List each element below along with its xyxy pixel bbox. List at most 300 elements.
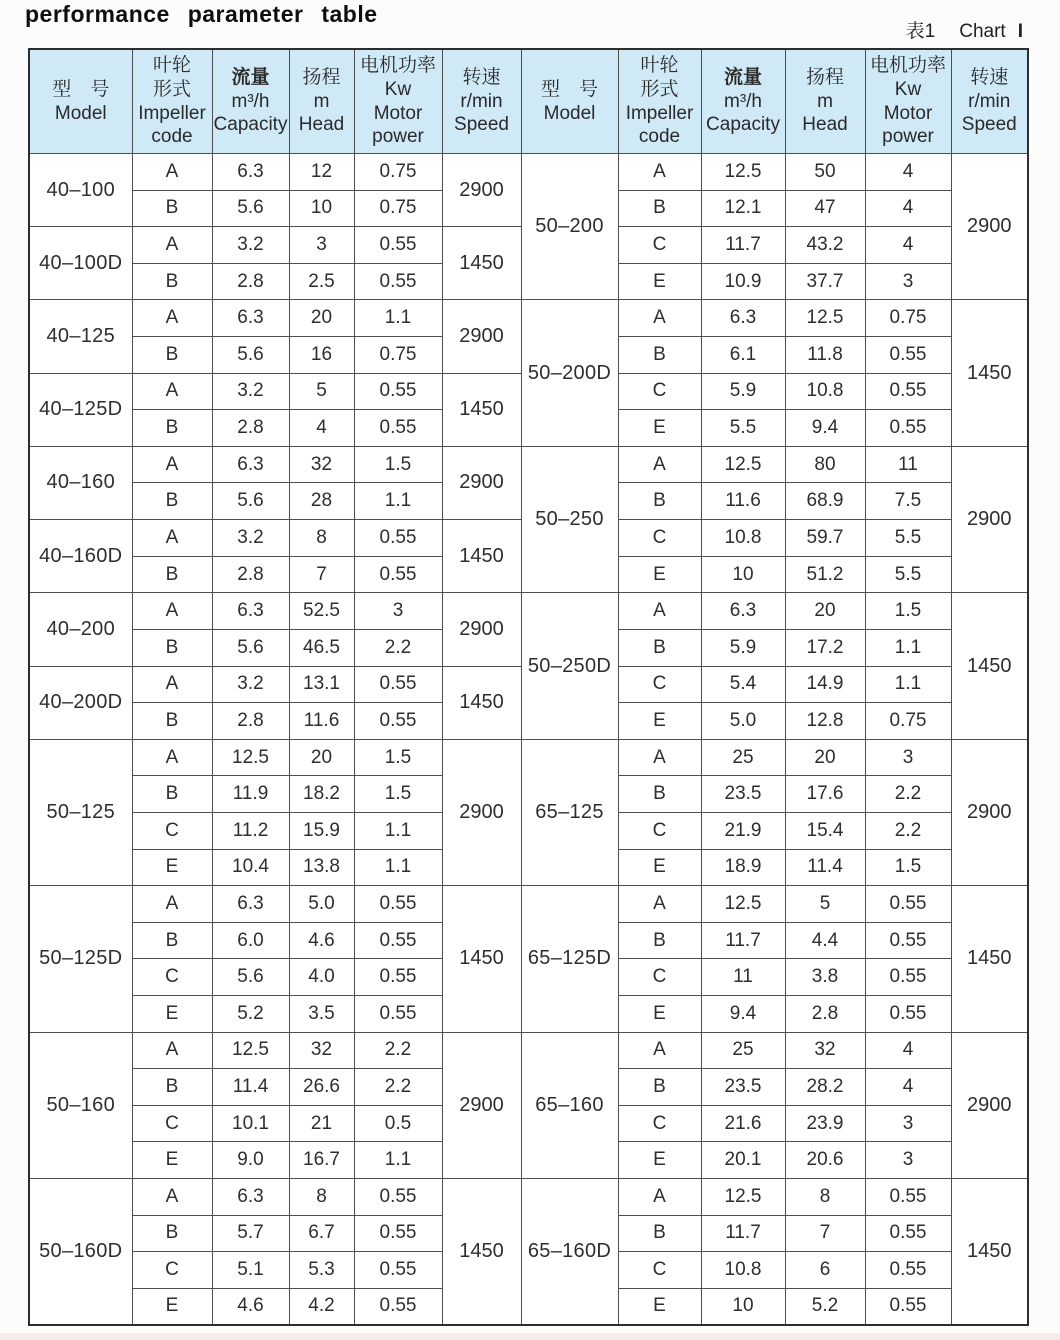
left-capacity-cell: 5.1: [212, 1252, 289, 1289]
chart-caption-numeral: I: [1017, 21, 1023, 42]
header-line: 转速: [462, 66, 501, 88]
right-head-cell: 43.2: [785, 227, 865, 264]
right-motor-power-cell: 0.55: [865, 996, 951, 1033]
header-line: power: [882, 126, 934, 148]
left-head-cell: 16.7: [289, 1142, 354, 1179]
right-impeller-code-cell: A: [618, 886, 701, 923]
left-head-cell: 20: [289, 739, 354, 776]
header-cell-right-5: [951, 49, 1028, 154]
left-motor-power-cell: 0.55: [354, 996, 442, 1033]
right-motor-power-cell: 4: [865, 190, 951, 227]
left-capacity-cell: 5.6: [212, 629, 289, 666]
table-row: [29, 593, 1028, 630]
left-head-cell: 46.5: [289, 629, 354, 666]
left-motor-power-cell: 1.1: [354, 812, 442, 849]
left-impeller-code-cell: B: [132, 1069, 212, 1106]
table-row: [29, 886, 1028, 923]
header-line: 型 号: [52, 78, 110, 100]
left-capacity-cell: 3.2: [212, 373, 289, 410]
left-capacity-cell: 6.0: [212, 922, 289, 959]
header-line: Speed: [961, 114, 1017, 136]
table-row: [29, 1179, 1028, 1216]
header-cell-right-1: [618, 49, 701, 154]
right-head-cell: 11.4: [785, 849, 865, 886]
right-impeller-code-cell: B: [618, 629, 701, 666]
right-head-cell: 37.7: [785, 263, 865, 300]
left-capacity-cell: 5.6: [212, 483, 289, 520]
left-head-cell: 5.0: [289, 886, 354, 923]
right-capacity-cell: 11.7: [701, 227, 785, 264]
left-impeller-code-cell: A: [132, 1032, 212, 1069]
right-model-cell: 50–250D: [521, 593, 618, 739]
left-impeller-code-cell: A: [132, 446, 212, 483]
left-capacity-cell: 2.8: [212, 556, 289, 593]
right-head-cell: 20.6: [785, 1142, 865, 1179]
left-impeller-code-cell: E: [132, 1288, 212, 1325]
right-speed-cell: 2900: [951, 446, 1028, 592]
right-motor-power-cell: 0.55: [865, 1288, 951, 1325]
right-motor-power-cell: 0.55: [865, 886, 951, 923]
right-motor-power-cell: 7.5: [865, 483, 951, 520]
left-speed-cell: 1450: [442, 1179, 521, 1325]
left-impeller-code-cell: C: [132, 959, 212, 996]
left-model-cell: 40–100: [29, 154, 132, 227]
right-capacity-cell: 12.1: [701, 190, 785, 227]
right-head-cell: 32: [785, 1032, 865, 1069]
right-impeller-code-cell: B: [618, 337, 701, 374]
right-model-cell: 50–200D: [521, 300, 618, 446]
right-capacity-cell: 12.5: [701, 886, 785, 923]
left-impeller-code-cell: A: [132, 593, 212, 630]
right-impeller-code-cell: E: [618, 263, 701, 300]
header-line: Impeller: [138, 102, 206, 124]
header-line: 电机功率: [359, 54, 436, 76]
right-capacity-cell: 21.9: [701, 812, 785, 849]
right-head-cell: 17.2: [785, 629, 865, 666]
left-head-cell: 13.1: [289, 666, 354, 703]
header-line: 转速: [970, 66, 1009, 88]
left-motor-power-cell: 0.55: [354, 886, 442, 923]
right-model-cell: 65–125D: [521, 886, 618, 1032]
right-model-cell: 65–160: [521, 1032, 618, 1178]
left-motor-power-cell: 0.55: [354, 1179, 442, 1216]
left-head-cell: 20: [289, 300, 354, 337]
right-impeller-code-cell: A: [618, 446, 701, 483]
left-motor-power-cell: 0.55: [354, 666, 442, 703]
left-motor-power-cell: 0.55: [354, 373, 442, 410]
right-head-cell: 11.8: [785, 337, 865, 374]
left-head-cell: 8: [289, 520, 354, 557]
header-line: code: [151, 126, 193, 148]
left-speed-cell: 2900: [442, 593, 521, 666]
right-head-cell: 68.9: [785, 483, 865, 520]
right-motor-power-cell: 3: [865, 263, 951, 300]
left-head-cell: 3.5: [289, 996, 354, 1033]
header-cell-left-4: [354, 49, 442, 154]
header-line: r/min: [460, 90, 503, 112]
right-impeller-code-cell: A: [618, 1179, 701, 1216]
left-speed-cell: 2900: [442, 739, 521, 885]
right-impeller-code-cell: E: [618, 703, 701, 740]
left-motor-power-cell: 0.55: [354, 959, 442, 996]
right-impeller-code-cell: A: [618, 1032, 701, 1069]
header-line: Model: [54, 102, 107, 124]
right-impeller-code-cell: E: [618, 556, 701, 593]
right-speed-cell: 1450: [951, 593, 1028, 739]
left-capacity-cell: 6.3: [212, 886, 289, 923]
right-motor-power-cell: 0.55: [865, 373, 951, 410]
left-model-cell: 50–160: [29, 1032, 132, 1178]
header-line: 流量: [231, 66, 270, 88]
header-cell-right-0: [521, 49, 618, 154]
right-model-cell: 50–250: [521, 446, 618, 592]
left-impeller-code-cell: B: [132, 776, 212, 813]
right-capacity-cell: 11.7: [701, 1215, 785, 1252]
right-impeller-code-cell: E: [618, 410, 701, 447]
left-capacity-cell: 12.5: [212, 739, 289, 776]
right-impeller-code-cell: E: [618, 996, 701, 1033]
right-motor-power-cell: 1.1: [865, 666, 951, 703]
left-impeller-code-cell: C: [132, 1105, 212, 1142]
left-motor-power-cell: 1.1: [354, 300, 442, 337]
right-head-cell: 7: [785, 1215, 865, 1252]
right-capacity-cell: 5.5: [701, 410, 785, 447]
left-motor-power-cell: 0.75: [354, 337, 442, 374]
left-impeller-code-cell: C: [132, 812, 212, 849]
right-motor-power-cell: 5.5: [865, 520, 951, 557]
right-capacity-cell: 11.6: [701, 483, 785, 520]
left-speed-cell: 2900: [442, 446, 521, 519]
header-line: m³/h: [231, 90, 270, 112]
left-capacity-cell: 5.2: [212, 996, 289, 1033]
left-head-cell: 4.6: [289, 922, 354, 959]
left-capacity-cell: 3.2: [212, 666, 289, 703]
left-impeller-code-cell: B: [132, 1215, 212, 1252]
right-motor-power-cell: 0.55: [865, 1179, 951, 1216]
right-capacity-cell: 21.6: [701, 1105, 785, 1142]
right-head-cell: 9.4: [785, 410, 865, 447]
left-model-cell: 50–125D: [29, 886, 132, 1032]
right-motor-power-cell: 0.55: [865, 1215, 951, 1252]
left-speed-cell: 1450: [442, 373, 521, 446]
left-speed-cell: 1450: [442, 666, 521, 739]
right-capacity-cell: 25: [701, 1032, 785, 1069]
chart-caption: [906, 16, 1023, 43]
header-line: Head: [802, 114, 848, 136]
right-head-cell: 50: [785, 154, 865, 191]
right-speed-cell: 1450: [951, 300, 1028, 446]
left-model-cell: 40–125: [29, 300, 132, 373]
right-impeller-code-cell: C: [618, 666, 701, 703]
right-impeller-code-cell: C: [618, 959, 701, 996]
right-capacity-cell: 6.1: [701, 337, 785, 374]
right-speed-cell: 2900: [951, 739, 1028, 885]
left-capacity-cell: 11.4: [212, 1069, 289, 1106]
header-line: m³/h: [724, 90, 762, 112]
right-capacity-cell: 6.3: [701, 593, 785, 630]
left-capacity-cell: 9.0: [212, 1142, 289, 1179]
left-head-cell: 21: [289, 1105, 354, 1142]
right-impeller-code-cell: B: [618, 1069, 701, 1106]
left-head-cell: 12: [289, 154, 354, 191]
right-impeller-code-cell: B: [618, 190, 701, 227]
right-head-cell: 2.8: [785, 996, 865, 1033]
left-head-cell: 10: [289, 190, 354, 227]
right-capacity-cell: 6.3: [701, 300, 785, 337]
header-line: 流量: [723, 66, 762, 88]
right-head-cell: 5: [785, 886, 865, 923]
right-motor-power-cell: 4: [865, 1032, 951, 1069]
left-head-cell: 6.7: [289, 1215, 354, 1252]
header-line: r/min: [968, 90, 1011, 112]
right-motor-power-cell: 0.75: [865, 703, 951, 740]
right-head-cell: 4.4: [785, 922, 865, 959]
header-cell-left-1: [132, 49, 212, 154]
left-capacity-cell: 2.8: [212, 263, 289, 300]
right-motor-power-cell: 0.55: [865, 410, 951, 447]
left-capacity-cell: 2.8: [212, 410, 289, 447]
right-capacity-cell: 5.9: [701, 629, 785, 666]
header-line: Head: [298, 114, 345, 136]
header-row: [29, 49, 1028, 154]
left-impeller-code-cell: B: [132, 703, 212, 740]
right-head-cell: 10.8: [785, 373, 865, 410]
left-speed-cell: 1450: [442, 886, 521, 1032]
left-head-cell: 28: [289, 483, 354, 520]
right-model-cell: 65–125: [521, 739, 618, 885]
right-model-cell: 65–160D: [521, 1179, 618, 1325]
header-line: 形式: [640, 78, 679, 100]
left-capacity-cell: 10.4: [212, 849, 289, 886]
left-motor-power-cell: 0.75: [354, 154, 442, 191]
left-impeller-code-cell: B: [132, 337, 212, 374]
left-motor-power-cell: 1.1: [354, 1142, 442, 1179]
header-cell-right-3: [785, 49, 865, 154]
header-cell-right-2: [701, 49, 785, 154]
right-impeller-code-cell: C: [618, 227, 701, 264]
left-head-cell: 5: [289, 373, 354, 410]
right-motor-power-cell: 0.55: [865, 1252, 951, 1289]
right-impeller-code-cell: C: [618, 1252, 701, 1289]
left-impeller-code-cell: E: [132, 849, 212, 886]
right-capacity-cell: 25: [701, 739, 785, 776]
left-capacity-cell: 5.7: [212, 1215, 289, 1252]
table-row: [29, 300, 1028, 337]
right-capacity-cell: 9.4: [701, 996, 785, 1033]
left-capacity-cell: 6.3: [212, 1179, 289, 1216]
header-line: 型 号: [540, 78, 598, 100]
right-impeller-code-cell: A: [618, 154, 701, 191]
right-head-cell: 20: [785, 739, 865, 776]
left-motor-power-cell: 1.1: [354, 849, 442, 886]
right-impeller-code-cell: C: [618, 1105, 701, 1142]
right-impeller-code-cell: A: [618, 739, 701, 776]
left-motor-power-cell: 0.55: [354, 520, 442, 557]
left-model-cell: 40–160: [29, 446, 132, 519]
left-capacity-cell: 3.2: [212, 227, 289, 264]
right-head-cell: 12.8: [785, 703, 865, 740]
left-model-cell: 40–160D: [29, 520, 132, 593]
header-cell-right-4: [865, 49, 951, 154]
left-speed-cell: 2900: [442, 300, 521, 373]
left-model-cell: 40–200D: [29, 666, 132, 739]
right-impeller-code-cell: A: [618, 593, 701, 630]
left-head-cell: 11.6: [289, 703, 354, 740]
left-impeller-code-cell: A: [132, 666, 212, 703]
page-title: performance parameter table: [25, 1, 378, 27]
right-motor-power-cell: 0.75: [865, 300, 951, 337]
left-motor-power-cell: 0.55: [354, 227, 442, 264]
header-line: Impeller: [625, 102, 694, 124]
right-impeller-code-cell: E: [618, 1288, 701, 1325]
right-motor-power-cell: 5.5: [865, 556, 951, 593]
left-impeller-code-cell: E: [132, 1142, 212, 1179]
header-line: Kw: [384, 78, 412, 100]
right-impeller-code-cell: C: [618, 520, 701, 557]
left-head-cell: 7: [289, 556, 354, 593]
right-speed-cell: 2900: [951, 154, 1028, 300]
left-capacity-cell: 10.1: [212, 1105, 289, 1142]
right-motor-power-cell: 1.5: [865, 593, 951, 630]
left-speed-cell: 1450: [442, 227, 521, 300]
left-capacity-cell: 6.3: [212, 446, 289, 483]
left-head-cell: 13.8: [289, 849, 354, 886]
header-line: 叶轮: [152, 54, 191, 76]
right-motor-power-cell: 4: [865, 1069, 951, 1106]
left-head-cell: 32: [289, 446, 354, 483]
left-impeller-code-cell: E: [132, 996, 212, 1033]
left-model-cell: 50–160D: [29, 1179, 132, 1325]
right-model-cell: 50–200: [521, 154, 618, 300]
header-line: Kw: [894, 78, 922, 100]
left-capacity-cell: 11.9: [212, 776, 289, 813]
right-motor-power-cell: 0.55: [865, 922, 951, 959]
left-head-cell: 2.5: [289, 263, 354, 300]
right-motor-power-cell: 1.1: [865, 629, 951, 666]
right-capacity-cell: 12.5: [701, 154, 785, 191]
left-head-cell: 4.2: [289, 1288, 354, 1325]
left-motor-power-cell: 0.55: [354, 263, 442, 300]
header-line: m: [817, 90, 833, 112]
header-line: power: [372, 126, 424, 148]
right-speed-cell: 2900: [951, 1032, 1028, 1178]
right-impeller-code-cell: E: [618, 849, 701, 886]
left-model-cell: 40–100D: [29, 227, 132, 300]
left-capacity-cell: 11.2: [212, 812, 289, 849]
left-motor-power-cell: 0.55: [354, 922, 442, 959]
left-motor-power-cell: 2.2: [354, 629, 442, 666]
right-capacity-cell: 12.5: [701, 1179, 785, 1216]
right-impeller-code-cell: C: [618, 812, 701, 849]
left-capacity-cell: 12.5: [212, 1032, 289, 1069]
right-head-cell: 20: [785, 593, 865, 630]
left-speed-cell: 2900: [442, 154, 521, 227]
left-motor-power-cell: 2.2: [354, 1032, 442, 1069]
left-capacity-cell: 5.6: [212, 959, 289, 996]
right-head-cell: 15.4: [785, 812, 865, 849]
right-motor-power-cell: 4: [865, 154, 951, 191]
right-capacity-cell: 10: [701, 556, 785, 593]
left-impeller-code-cell: A: [132, 739, 212, 776]
right-capacity-cell: 10.8: [701, 520, 785, 557]
right-capacity-cell: 5.4: [701, 666, 785, 703]
right-head-cell: 28.2: [785, 1069, 865, 1106]
header-cell-left-5: [442, 49, 521, 154]
left-motor-power-cell: 1.5: [354, 776, 442, 813]
left-impeller-code-cell: B: [132, 410, 212, 447]
left-motor-power-cell: 1.5: [354, 739, 442, 776]
header-line: Capacity: [706, 114, 780, 136]
left-model-cell: 40–200: [29, 593, 132, 666]
right-head-cell: 80: [785, 446, 865, 483]
header-line: 扬程: [805, 66, 844, 88]
left-impeller-code-cell: C: [132, 1252, 212, 1289]
left-head-cell: 26.6: [289, 1069, 354, 1106]
left-head-cell: 3: [289, 227, 354, 264]
left-impeller-code-cell: A: [132, 227, 212, 264]
left-model-cell: 50–125: [29, 739, 132, 885]
chart-caption-table-no: 表1: [905, 21, 936, 42]
left-capacity-cell: 5.6: [212, 190, 289, 227]
left-motor-power-cell: 2.2: [354, 1069, 442, 1106]
left-head-cell: 52.5: [289, 593, 354, 630]
left-impeller-code-cell: A: [132, 373, 212, 410]
right-impeller-code-cell: B: [618, 1215, 701, 1252]
table-row: [29, 1032, 1028, 1069]
left-impeller-code-cell: A: [132, 886, 212, 923]
right-head-cell: 14.9: [785, 666, 865, 703]
left-impeller-code-cell: A: [132, 520, 212, 557]
table-body: [29, 154, 1028, 1326]
left-head-cell: 8: [289, 1179, 354, 1216]
right-head-cell: 6: [785, 1252, 865, 1289]
right-impeller-code-cell: B: [618, 483, 701, 520]
header-cell-left-0: [29, 49, 132, 154]
right-head-cell: 59.7: [785, 520, 865, 557]
right-capacity-cell: 18.9: [701, 849, 785, 886]
right-impeller-code-cell: E: [618, 1142, 701, 1179]
left-impeller-code-cell: A: [132, 300, 212, 337]
right-capacity-cell: 23.5: [701, 1069, 785, 1106]
left-head-cell: 16: [289, 337, 354, 374]
right-head-cell: 5.2: [785, 1288, 865, 1325]
header-cell-left-3: [289, 49, 354, 154]
right-impeller-code-cell: B: [618, 776, 701, 813]
left-motor-power-cell: 3: [354, 593, 442, 630]
left-capacity-cell: 2.8: [212, 703, 289, 740]
left-speed-cell: 1450: [442, 520, 521, 593]
left-capacity-cell: 5.6: [212, 337, 289, 374]
right-capacity-cell: 10: [701, 1288, 785, 1325]
table-header: [29, 49, 1028, 154]
left-impeller-code-cell: A: [132, 1179, 212, 1216]
right-head-cell: 17.6: [785, 776, 865, 813]
right-speed-cell: 1450: [951, 1179, 1028, 1325]
right-head-cell: 47: [785, 190, 865, 227]
right-impeller-code-cell: C: [618, 373, 701, 410]
table-row: [29, 446, 1028, 483]
right-motor-power-cell: 2.2: [865, 776, 951, 813]
header-line: code: [638, 126, 681, 148]
left-capacity-cell: 6.3: [212, 154, 289, 191]
header-line: 扬程: [302, 66, 341, 88]
left-motor-power-cell: 0.55: [354, 1215, 442, 1252]
right-motor-power-cell: 11: [865, 446, 951, 483]
right-motor-power-cell: 3: [865, 1105, 951, 1142]
left-impeller-code-cell: B: [132, 190, 212, 227]
right-impeller-code-cell: B: [618, 922, 701, 959]
left-impeller-code-cell: B: [132, 556, 212, 593]
